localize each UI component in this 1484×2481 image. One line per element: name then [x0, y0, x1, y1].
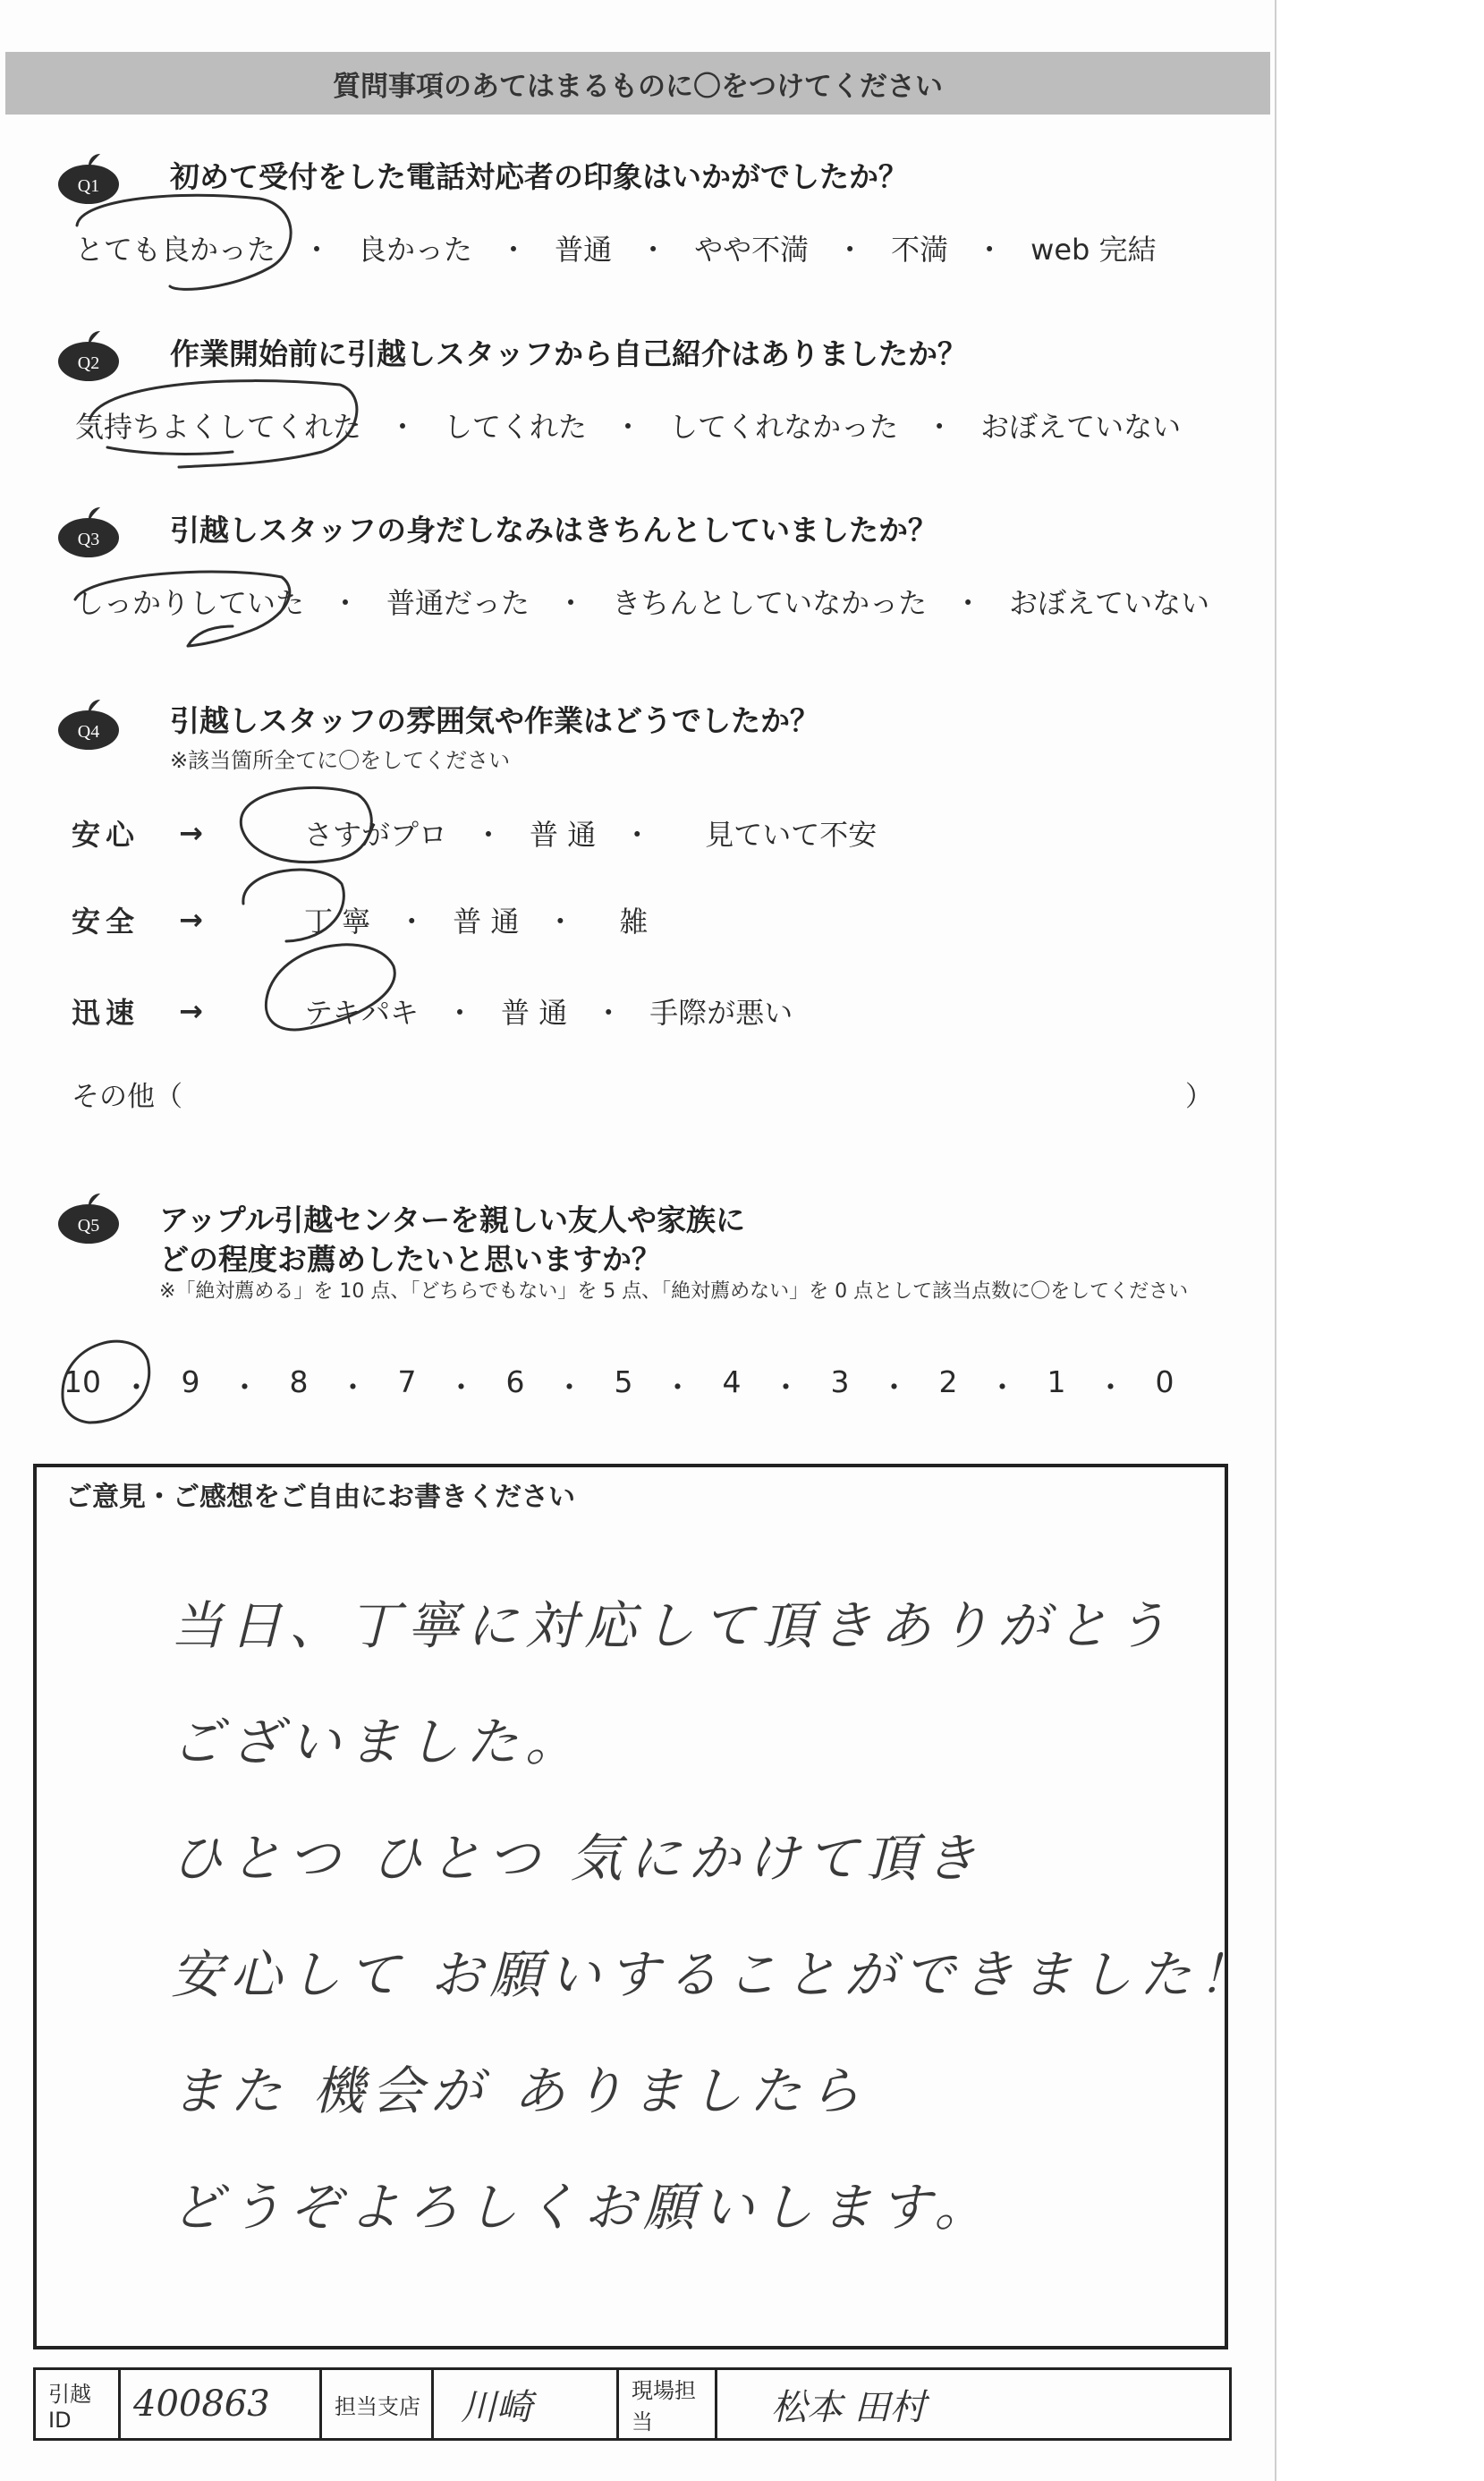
q4-option[interactable]: 雑	[619, 905, 649, 939]
score-option[interactable]: 4	[722, 1364, 742, 1399]
q5-title-line1: アップル引越センターを親しい友人や家族に	[159, 1202, 746, 1237]
q4-note: ※該当箇所全てに〇をしてください	[170, 748, 511, 773]
move-id-value[interactable]: 400863	[121, 2370, 322, 2438]
q4-row-anzen: 安全 → 丁 寧 ・ 普 通 ・ 雑	[72, 899, 648, 940]
q4-option[interactable]: 見ていて不安	[705, 818, 878, 852]
instructions-header: 質問事項のあてはまるものに〇をつけてください	[5, 52, 1270, 115]
staff-value[interactable]: 松本 田村	[771, 2386, 926, 2428]
q3-title: 引越しスタッフの身だしなみはきちんとしていましたか？	[170, 513, 937, 548]
svg-text:Q1: Q1	[77, 176, 100, 196]
q4-row-label: 迅速	[72, 996, 140, 1030]
branch-label: 担当支店	[322, 2370, 434, 2438]
q4-row-jinsoku: 迅速 → テキパキ ・ 普 通 ・ 手際が悪い	[72, 990, 793, 1032]
score-option[interactable]: 2	[938, 1364, 958, 1399]
score-option[interactable]: 8	[289, 1364, 309, 1399]
svg-text:Q5: Q5	[77, 1216, 100, 1236]
q4-title: 引越しスタッフの雰囲気や作業はどうでしたか？	[170, 703, 819, 738]
q4-other-label: その他（	[72, 1081, 182, 1113]
q2-title: 作業開始前に引越しスタッフから自己紹介はありましたか？	[170, 336, 967, 371]
score-option[interactable]: 7	[397, 1364, 417, 1399]
q3-option[interactable]: 普通だった	[386, 586, 530, 620]
q1-option[interactable]: 良かった	[358, 233, 473, 267]
q5-title-line2: どの程度お薦めしたいと思いますか？	[159, 1242, 661, 1277]
staff-label: 現場担当	[619, 2370, 717, 2438]
q4-option[interactable]: 丁 寧	[304, 905, 371, 939]
q2-option[interactable]: してくれなかった	[669, 410, 899, 444]
q2-option[interactable]: おぼえていない	[980, 410, 1182, 444]
handwritten-line: ございました。	[171, 1712, 585, 1772]
q3-option[interactable]: きちんとしていなかった	[612, 586, 928, 620]
q4-row-label: 安全	[72, 905, 140, 939]
q4-row-label: 安心	[72, 818, 140, 852]
q1-badge-icon	[55, 150, 122, 206]
q4-other-close: ）	[1185, 1081, 1213, 1113]
arrow-right-icon: →	[179, 903, 203, 937]
q4-option[interactable]: テキパキ	[304, 996, 420, 1030]
q3-badge-icon	[55, 504, 122, 559]
move-id-label: 引越 ID	[36, 2370, 121, 2438]
q3-options: しっかりしていた ・ 普通だった ・ きちんとしていなかった ・ おぼえていない	[75, 581, 1209, 622]
q3-option[interactable]: おぼえていない	[1009, 586, 1210, 620]
q1-option[interactable]: 普通	[555, 233, 613, 267]
score-option[interactable]: 3	[830, 1364, 850, 1399]
q4-row-anshin: 安心 → さすがプロ ・ 普 通 ・ 見ていて不安	[72, 812, 877, 854]
q2-option[interactable]: してくれた	[444, 410, 588, 444]
score-option[interactable]: 1	[1047, 1364, 1066, 1399]
score-option[interactable]: 10	[64, 1364, 101, 1399]
q2-options: 気持ちよくしてくれた ・ してくれた ・ してくれなかった ・ おぼえていない	[75, 404, 1181, 446]
comment-box[interactable]	[33, 1464, 1258, 2349]
q4-option[interactable]: 普 通	[501, 996, 568, 1030]
handwritten-line: 安心して お願いすることができました！	[171, 1944, 1258, 2005]
q1-option[interactable]: やや不満	[694, 233, 810, 267]
q5-badge-icon	[55, 1190, 122, 1245]
q2-option[interactable]: 気持ちよくしてくれた	[75, 410, 362, 444]
q1-title: 初めて受付をした電話対応者の印象はいかがでしたか？	[170, 159, 908, 194]
q4-option[interactable]: 普 通	[530, 818, 597, 852]
score-option[interactable]: 5	[614, 1364, 633, 1399]
score-option[interactable]: 6	[505, 1364, 525, 1399]
handwritten-line: また 機会が ありましたら	[171, 2060, 868, 2121]
score-option[interactable]: 0	[1155, 1364, 1174, 1399]
q5-scale: 10 ・ 9 ・ 8 ・ 7 ・ 6 ・ 5 ・ 4 ・ 3 ・ 2 ・ 1 ・ 0	[63, 1364, 1184, 1406]
arrow-right-icon: →	[179, 994, 203, 1028]
q1-option[interactable]: web 完結	[1030, 233, 1157, 267]
arrow-right-icon: →	[179, 816, 203, 850]
branch-value[interactable]: 川崎	[434, 2370, 619, 2438]
score-option[interactable]: 9	[181, 1364, 200, 1399]
handwritten-line: どうぞよろしくお願いします。	[171, 2177, 994, 2238]
q2-badge-icon	[55, 327, 122, 383]
handwritten-line: ひとつ ひとつ 気にかけて頂き	[171, 1828, 984, 1889]
svg-text:Q3: Q3	[77, 530, 100, 549]
q5-note: ※「絶対薦める」を 10 点、「どちらでもない」を 5 点、「絶対薦めない」を 0 点として該当点数に〇をしてください	[159, 1280, 1189, 1303]
q4-option[interactable]: さすがプロ	[304, 818, 448, 852]
q4-option[interactable]: 手際が悪い	[649, 996, 793, 1030]
svg-text:Q2: Q2	[77, 353, 100, 373]
handwritten-line: 当日、丁寧に対応して頂きありがとう	[171, 1595, 1175, 1656]
q1-option[interactable]: とても良かった	[75, 233, 276, 267]
q1-option[interactable]: 不満	[891, 233, 949, 267]
q4-option[interactable]: 普 通	[453, 905, 520, 939]
footer-table	[33, 2367, 1232, 2441]
q1-options: とても良かった ・ 良かった ・ 普通 ・ やや不満 ・ 不満 ・ web 完結	[75, 227, 1157, 268]
comment-title: ご意見・ご感想をご自由にお書きください	[65, 1482, 575, 1513]
svg-text:Q4: Q4	[77, 722, 100, 742]
q4-badge-icon	[55, 696, 122, 752]
q3-option[interactable]: しっかりしていた	[75, 586, 305, 620]
